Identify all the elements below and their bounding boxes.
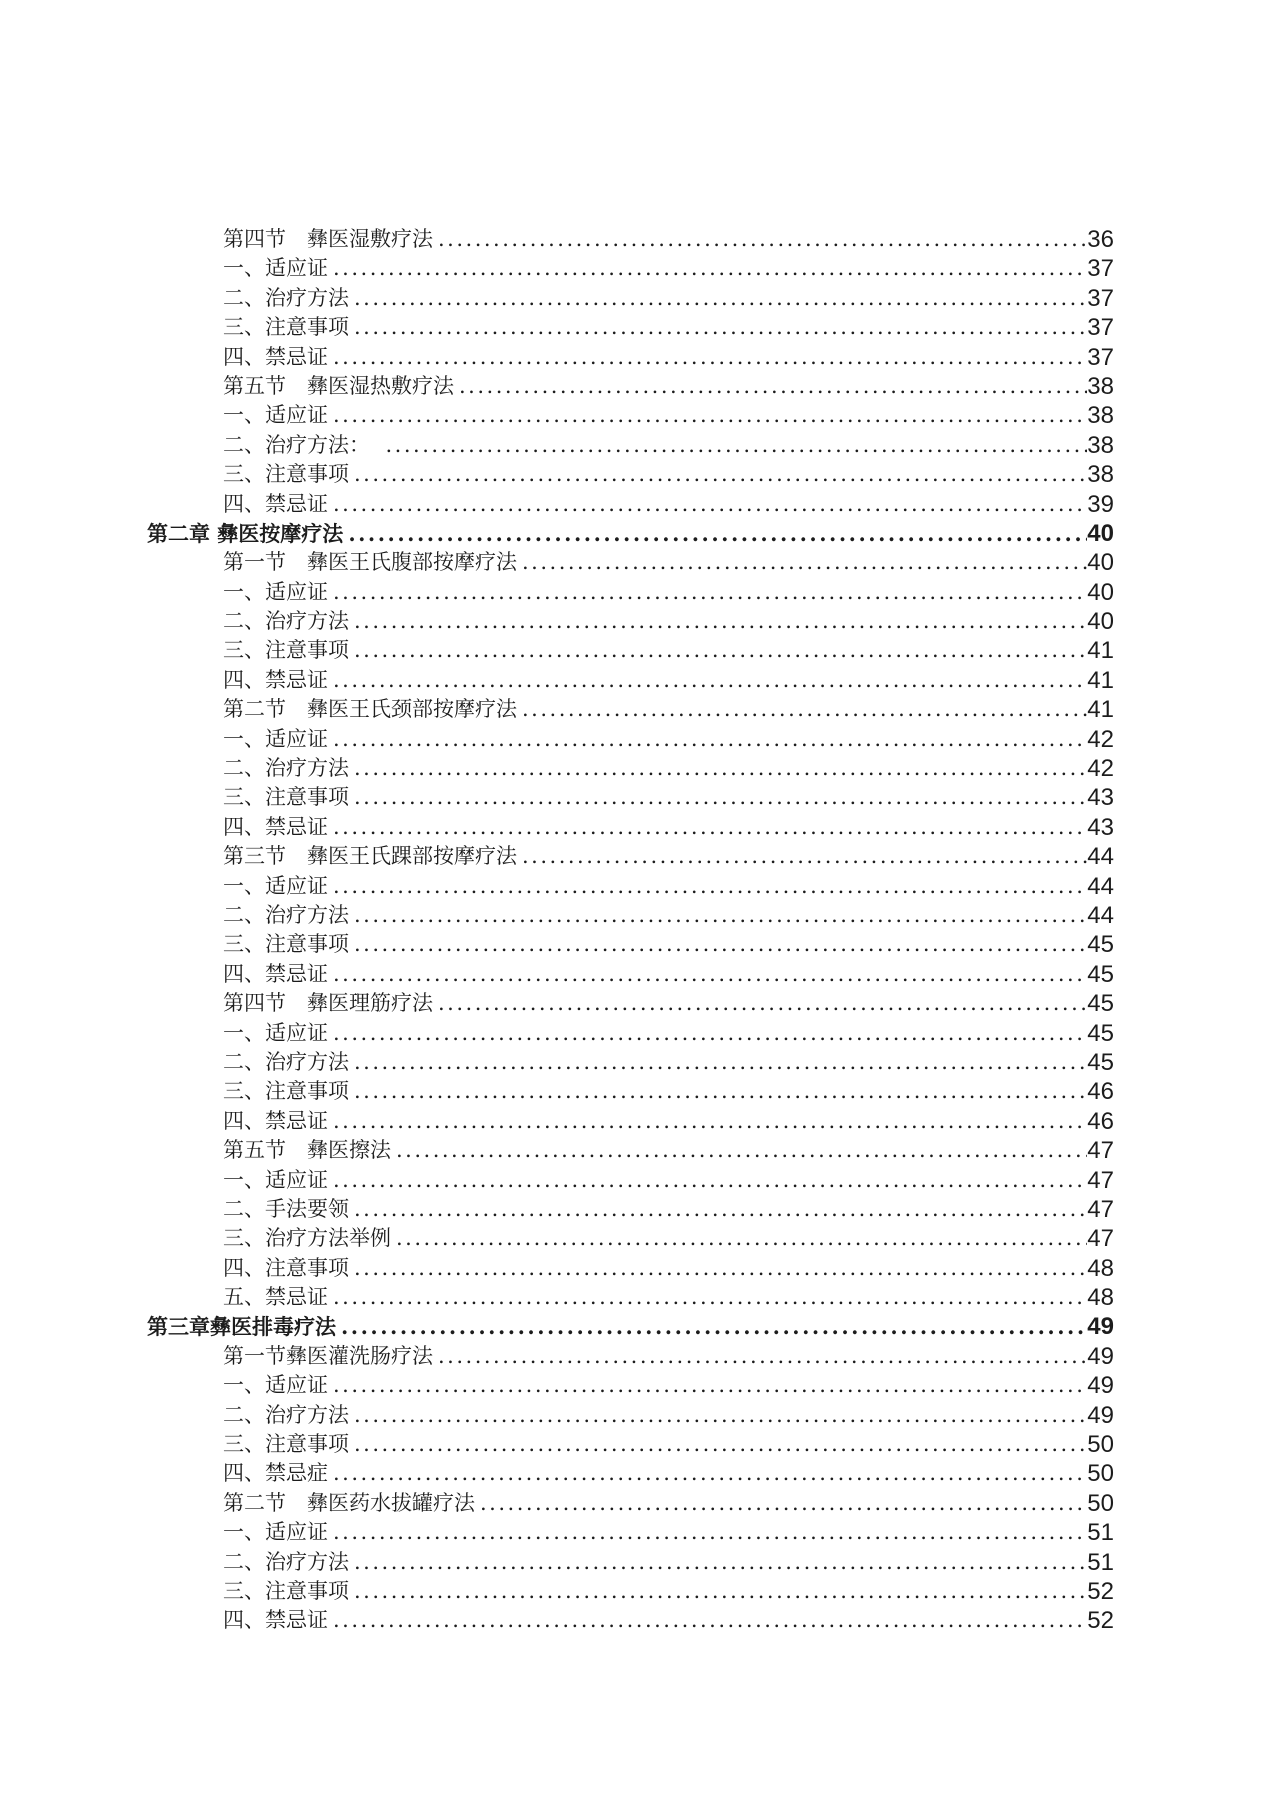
toc-page-number: 45 [1087, 990, 1114, 1018]
toc-entry-section[interactable] [147, 1136, 1114, 1165]
toc-entry-label: 四、禁忌证 [223, 344, 328, 369]
toc-entry-label: 三、注意事项 [223, 462, 349, 487]
toc-entry-label: 二、手法要领 [223, 1196, 349, 1221]
toc-dot-leader [328, 1166, 1087, 1195]
toc-dot-leader [328, 1283, 1087, 1312]
toc-entry-item[interactable] [147, 313, 1114, 342]
toc-page-number: 51 [1087, 1548, 1114, 1576]
toc-entry-label: 一、适应证 [223, 873, 328, 898]
toc-page-number: 48 [1087, 1254, 1114, 1282]
toc-dot-leader [349, 1048, 1087, 1077]
toc-dot-leader [349, 1577, 1087, 1606]
toc-page-number: 38 [1087, 431, 1114, 459]
toc-page-number: 40 [1087, 608, 1114, 636]
toc-page-number: 45 [1087, 960, 1114, 988]
toc-entry-label: 三、注意事项 [223, 315, 349, 340]
toc-entry-label: 第四节 彝医湿敷疗法 [223, 227, 433, 251]
toc-page-number: 48 [1087, 1284, 1114, 1312]
toc-dot-leader [349, 783, 1087, 812]
toc-dot-leader [433, 225, 1087, 254]
toc-entry-label: 一、适应证 [223, 1167, 328, 1192]
toc-entry-label: 第三章彝医排毒疗法 [147, 1314, 336, 1340]
toc-entry-item[interactable] [147, 1224, 1114, 1253]
toc-dot-leader [349, 1077, 1087, 1106]
toc-entry-label: 三、注意事项 [223, 785, 349, 810]
toc-entry-item[interactable] [147, 1107, 1114, 1136]
toc-entry-item[interactable] [147, 1195, 1114, 1224]
toc-dot-leader [349, 284, 1087, 313]
toc-page-number: 37 [1087, 343, 1114, 371]
toc-dot-leader [349, 930, 1087, 959]
toc-entry-label: 一、适应证 [223, 1520, 328, 1545]
toc-entry-section[interactable] [147, 695, 1114, 724]
toc-entry-item[interactable] [147, 783, 1114, 812]
toc-entry-label: 四、禁忌证 [223, 1608, 328, 1633]
toc-entry-label: 一、适应证 [223, 1373, 328, 1398]
toc-entry-item[interactable] [147, 1430, 1114, 1459]
toc-entry-label: 三、注意事项 [223, 1432, 349, 1457]
toc-dot-leader [328, 1606, 1087, 1635]
toc-entry-item[interactable] [147, 284, 1114, 313]
toc-entry-section[interactable] [147, 548, 1114, 577]
toc-entry-item[interactable] [147, 1401, 1114, 1430]
toc-dot-leader [328, 1459, 1087, 1488]
toc-entry-label: 三、注意事项 [223, 1578, 349, 1603]
toc-dot-leader [349, 460, 1087, 489]
toc-entry-label: 五、禁忌证 [223, 1285, 328, 1310]
toc-page-number: 37 [1087, 255, 1114, 283]
toc-page-number: 49 [1087, 1372, 1114, 1400]
toc-entry-item[interactable] [147, 254, 1114, 283]
toc-dot-leader [349, 1401, 1087, 1430]
toc-entry-label: 二、治疗方法 [223, 285, 349, 310]
toc-page-number: 39 [1087, 490, 1114, 518]
toc-entry-item[interactable] [147, 401, 1114, 430]
toc-entry-item[interactable] [147, 1371, 1114, 1400]
toc-page-number: 40 [1087, 549, 1114, 577]
toc-entry-label: 一、适应证 [223, 726, 328, 751]
toc-dot-leader [391, 1224, 1087, 1253]
toc-entry-label: 一、适应证 [223, 1020, 328, 1045]
toc-entry-label: 二、治疗方法 [223, 1049, 349, 1074]
toc-page-number: 47 [1087, 1225, 1114, 1253]
toc-page-number: 38 [1087, 402, 1114, 430]
toc-entry-chapter[interactable] [147, 1312, 1114, 1341]
toc-page-number: 37 [1087, 284, 1114, 312]
toc-entry-label: 第一节 彝医王氏腹部按摩疗法 [223, 550, 517, 575]
toc-dot-leader [349, 313, 1087, 342]
toc-entry-label: 三、注意事项 [223, 932, 349, 957]
toc-entry-item[interactable] [147, 901, 1114, 930]
toc-dot-leader [381, 431, 1088, 460]
toc-dot-leader [349, 1430, 1087, 1459]
toc-dot-leader [328, 1371, 1087, 1400]
toc-entry-label: 二、治疗方法 [223, 1402, 349, 1427]
toc-page-number: 49 [1087, 1401, 1114, 1429]
toc-dot-leader [433, 989, 1087, 1018]
toc-entry-label: 四、禁忌证 [223, 667, 328, 692]
toc-entry-item[interactable] [147, 872, 1114, 901]
toc-entry-section[interactable] [147, 1342, 1114, 1371]
toc-page-number: 44 [1087, 872, 1114, 900]
toc-entry-item[interactable] [147, 1077, 1114, 1106]
toc-page-number: 42 [1087, 725, 1114, 753]
toc-entry-label: 一、适应证 [223, 256, 328, 281]
toc-entry-label: 二、治疗方法 [223, 902, 349, 927]
toc-entry-item[interactable] [147, 725, 1114, 754]
toc-entry-item[interactable] [147, 813, 1114, 842]
toc-page-number: 38 [1087, 372, 1114, 400]
toc-page-number: 49 [1087, 1313, 1114, 1341]
toc-entry-section[interactable] [147, 989, 1114, 1018]
toc-dot-leader [328, 813, 1087, 842]
toc-page-number: 45 [1087, 1048, 1114, 1076]
toc-entry-label: 一、适应证 [223, 579, 328, 604]
toc-entry-item[interactable] [147, 636, 1114, 665]
toc-entry-item[interactable] [147, 343, 1114, 372]
toc-page-number: 36 [1087, 226, 1114, 253]
toc-dot-leader [328, 666, 1087, 695]
toc-page-number: 47 [1087, 1137, 1114, 1165]
toc-page-number: 47 [1087, 1195, 1114, 1223]
toc-entry-item[interactable] [147, 460, 1114, 489]
toc-dot-leader [328, 725, 1087, 754]
toc-page-number: 44 [1087, 843, 1114, 871]
toc-entry-label: 第四节 彝医理筋疗法 [223, 991, 433, 1016]
toc-entry-label: 二、治疗方法 [223, 1549, 349, 1574]
toc-entry-item[interactable] [147, 960, 1114, 989]
toc-entry-section[interactable] [147, 225, 1114, 254]
toc-page-number: 46 [1087, 1107, 1114, 1135]
toc-dot-leader [349, 1548, 1087, 1577]
toc-entry-section[interactable] [147, 1489, 1114, 1518]
toc-dot-leader [517, 548, 1087, 577]
toc-dot-leader [349, 607, 1087, 636]
toc-entry-item[interactable] [147, 1606, 1114, 1635]
toc-dot-leader [349, 901, 1087, 930]
toc-dot-leader [349, 1195, 1087, 1224]
toc-dot-leader [336, 1312, 1087, 1341]
toc-dot-leader [517, 842, 1087, 871]
toc-dot-leader [391, 1136, 1087, 1165]
toc-entry-item[interactable] [147, 578, 1114, 607]
toc-entry-item[interactable] [147, 1518, 1114, 1547]
toc-entry-label: 第二章 彝医按摩疗法 [147, 520, 344, 546]
toc-dot-leader [328, 578, 1087, 607]
toc-page-number: 47 [1087, 1166, 1114, 1194]
toc-dot-leader [328, 1019, 1087, 1048]
toc-page-number: 49 [1087, 1342, 1114, 1370]
toc-dot-leader [328, 490, 1087, 519]
toc-entry-label: 第二节 彝医药水拔罐疗法 [223, 1490, 475, 1515]
toc-dot-leader [328, 343, 1087, 372]
table-of-contents [147, 225, 1114, 1636]
toc-entry-label: 三、治疗方法举例 [223, 1226, 391, 1251]
toc-entry-label: 第一节彝医灌洗肠疗法 [223, 1343, 433, 1368]
toc-page-number: 38 [1087, 461, 1114, 489]
toc-dot-leader [349, 1254, 1087, 1283]
toc-dot-leader [454, 372, 1087, 401]
toc-page-number: 44 [1087, 901, 1114, 929]
toc-page-number: 51 [1087, 1519, 1114, 1547]
toc-page-number: 41 [1087, 637, 1114, 665]
toc-entry-label: 四、禁忌证 [223, 961, 328, 986]
toc-entry-label: 第三节 彝医王氏踝部按摩疗法 [223, 844, 517, 869]
toc-dot-leader [328, 1518, 1087, 1547]
toc-dot-leader [343, 519, 1087, 548]
toc-page-number: 45 [1087, 1019, 1114, 1047]
toc-page-number: 52 [1087, 1577, 1114, 1605]
toc-dot-leader [517, 695, 1087, 724]
toc-entry-item[interactable] [147, 1166, 1114, 1195]
toc-entry-item[interactable] [147, 1019, 1114, 1048]
toc-dot-leader [328, 872, 1087, 901]
toc-page-number: 40 [1087, 519, 1114, 547]
toc-page-number: 45 [1087, 931, 1114, 959]
toc-entry-item[interactable] [147, 1459, 1114, 1488]
toc-page-number: 41 [1087, 666, 1114, 694]
toc-entry-label: 一、适应证 [223, 403, 328, 428]
toc-page-number: 46 [1087, 1078, 1114, 1106]
toc-page-number: 40 [1087, 578, 1114, 606]
toc-entry-label: 二、治疗方法 [223, 756, 349, 781]
toc-entry-label: 第五节 彝医湿热敷疗法 [223, 373, 454, 398]
toc-dot-leader [328, 960, 1087, 989]
toc-page-number: 41 [1087, 696, 1114, 724]
toc-entry-label: 第二节 彝医王氏颈部按摩疗法 [223, 697, 517, 722]
toc-dot-leader [328, 1107, 1087, 1136]
toc-dot-leader [433, 1342, 1087, 1371]
toc-entry-label: 三、注意事项 [223, 1079, 349, 1104]
toc-entry-item[interactable] [147, 930, 1114, 959]
toc-page-number: 37 [1087, 314, 1114, 342]
toc-entry-label: 四、禁忌证 [223, 491, 328, 516]
toc-dot-leader [328, 401, 1087, 430]
toc-entry-item[interactable] [147, 666, 1114, 695]
toc-entry-item[interactable] [147, 1548, 1114, 1577]
toc-entry-label: 二、治疗方法 [223, 609, 349, 634]
toc-entry-section[interactable] [147, 372, 1114, 401]
toc-entry-item[interactable] [147, 1577, 1114, 1606]
toc-entry-item[interactable] [147, 754, 1114, 783]
toc-entry-label: 四、禁忌证 [223, 814, 328, 839]
toc-dot-leader [328, 254, 1087, 283]
toc-dot-leader [349, 754, 1087, 783]
toc-entry-section[interactable] [147, 842, 1114, 871]
toc-entry-label: 第五节 彝医擦法 [223, 1138, 391, 1163]
toc-entry-label: 二、治疗方法： [223, 432, 381, 457]
toc-entry-chapter[interactable] [147, 519, 1114, 548]
toc-dot-leader [349, 636, 1087, 665]
toc-entry-label: 四、禁忌症 [223, 1461, 328, 1486]
toc-entry-item[interactable] [147, 607, 1114, 636]
toc-entry-item[interactable] [147, 1254, 1114, 1283]
toc-entry-item[interactable] [147, 431, 1114, 460]
toc-page-number: 50 [1087, 1431, 1114, 1459]
toc-page-number: 42 [1087, 755, 1114, 783]
toc-entry-item[interactable] [147, 490, 1114, 519]
toc-entry-item[interactable] [147, 1048, 1114, 1077]
toc-entry-label: 四、注意事项 [223, 1255, 349, 1280]
toc-page-number: 52 [1087, 1607, 1114, 1635]
toc-dot-leader [475, 1489, 1087, 1518]
toc-page-number: 43 [1087, 813, 1114, 841]
toc-page-number: 43 [1087, 784, 1114, 812]
toc-entry-item[interactable] [147, 1283, 1114, 1312]
toc-entry-label: 三、注意事项 [223, 638, 349, 663]
toc-page-number: 50 [1087, 1489, 1114, 1517]
toc-entry-label: 四、禁忌证 [223, 1108, 328, 1133]
toc-page-number: 50 [1087, 1460, 1114, 1488]
